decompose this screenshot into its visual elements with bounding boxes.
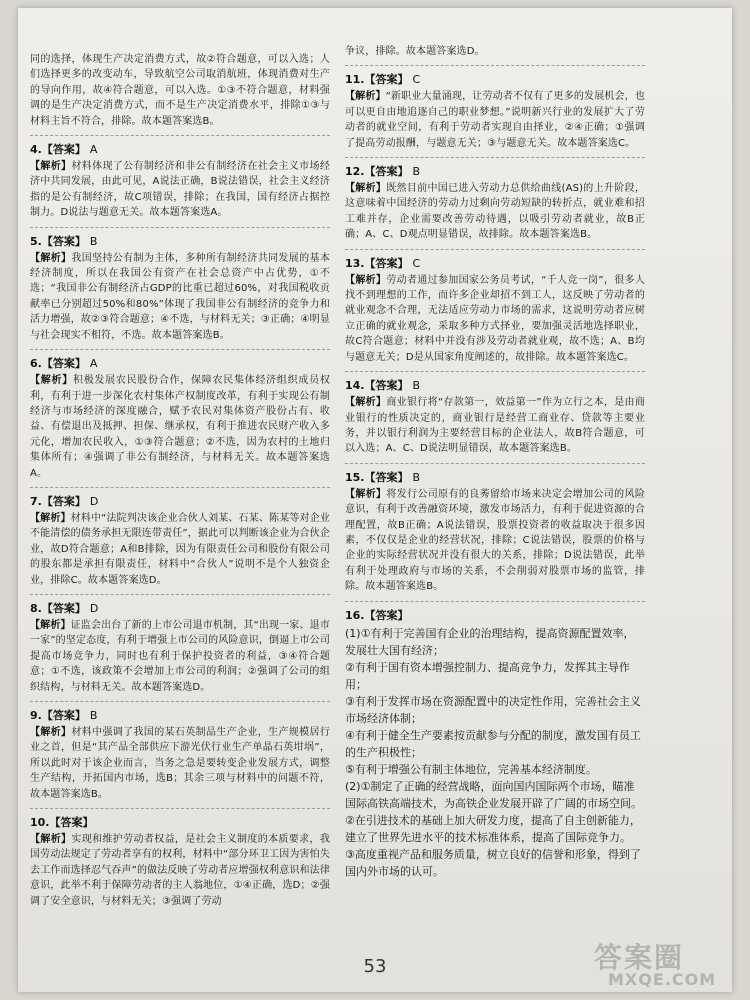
q8-number: 8. (30, 601, 42, 615)
q10-analysis: 实现和维护劳动者权益，是社会主义制度的本质要求，我国劳动法规定了劳动者享有的权利，材料中“部分环卫工因为害怕失去工作而选择忍气吞声”的做法反映了劳动者应增强权利意识和法律意识，此举不利于保障劳动者的主人翁地位，①④正确，选D；②强调了安全意识，与材料无关；③强调了劳动 (30, 834, 330, 907)
question-13 (345, 255, 645, 365)
q5-answer: B (89, 234, 98, 248)
q16-line: (1)①有利于完善国有企业的治理结构，提高资源配置效率，发展壮大国有经济； (345, 626, 635, 657)
divider (30, 487, 330, 488)
q15-answer: B (412, 470, 421, 484)
q5-analysis: 我国坚持公有制为主体，多种所有制经济共同发展的基本经济制度，所以在我国公有资产在社会总资产中占优势，①不选；“我国非公有制经济占GDP的比重已超过60%，对我国税收贡献率已分别超过50%和80%”体现了我国非公有制经济的竞争力和活力增强，故②③符合题意；④不选，与材料无关；③正确；④明显与社会现实不相符，不选。故本题答案选B。 (30, 252, 330, 341)
q5-analysis-tag: 【解析】 (30, 252, 72, 264)
divider (345, 371, 645, 372)
q7-answer-tag: 【答案】 (41, 494, 86, 508)
watermark-line2: MXQE.COM (608, 970, 717, 989)
q16-line: ⑤有利于增强公有制主体地位，完善基本经济制度。 (345, 762, 597, 776)
q14-answer: B (412, 379, 421, 393)
q9-answer-tag: 【答案】 (41, 709, 86, 722)
q4-analysis-tag: 【解析】 (30, 161, 72, 173)
divider (30, 701, 330, 702)
book-page (18, 8, 732, 992)
q14-analysis: 商业银行将“存款第一，效益第一”作为立行之本，是由商业银行的性质决定的，商业银行是经营工商业存、贷款等主要业务，并以银行利润为主要经营目标的企业法人，故B符合题意，可以入选；A、C、D说法明显错误，故本题答案选B。 (345, 397, 645, 455)
q7-answer: D (89, 494, 99, 508)
q10-continuation (345, 44, 645, 59)
page-number: 53 (363, 956, 387, 977)
q10-continuation-text: 争议，排除。故本题答案选D。 (345, 46, 485, 57)
q5-number: 5. (30, 234, 42, 248)
q15-analysis: 将发行公司原有的良莠留给市场来决定会增加公司的风险意识，有利于改善融资环境，激发市场活力，有利于促进资源的合理配置，故B正确；A说法错误，股票投资者的收益取决于很多因素，不仅仅是企业的经营状况，排除；C说法错误，股票的价格与企业的实际经营状况并没有很大的关系，排除；D说法错误，此举有利于处理政府与市场的关系，不会削弱对股票市场的监管，排除。故本题答案选B。 (345, 488, 645, 593)
q8-answer-tag: 【答案】 (41, 601, 86, 615)
q16-line: (2)①制定了正确的经营战略，面向国内国际两个市场，瞄准国际高铁高端技术，为高铁企业发展开辟了广阔的市场空间。 (345, 779, 642, 810)
divider (30, 594, 330, 595)
q6-number: 6. (30, 357, 42, 371)
q9-analysis: 材料中强调了我国的某石英制品生产企业，生产规模居行业之首，但是“其产品全部供应下游光伏行业生产单晶石英坩埚”，所以此时对于该企业而言，当务之急是要转变企业发展方式，调整生产结构，开拓国内市场，选B；其余三项与材料中的问题不符，故本题答案选B。 (30, 727, 330, 800)
question-6 (30, 355, 330, 481)
q16-number: 16. (345, 608, 365, 622)
q10-answer-tag: 【答案】 (49, 816, 94, 830)
divider (345, 463, 645, 464)
q14-answer-tag: 【答案】 (364, 379, 409, 393)
q7-analysis-tag: 【解析】 (30, 512, 71, 524)
q10-analysis-tag: 【解析】 (30, 834, 72, 846)
q4-answer: A (89, 143, 98, 157)
q16-line: ③高度重视产品和服务质量，树立良好的信誉和形象，得到了国内外市场的认可。 (345, 847, 641, 878)
q8-analysis: 证监会出台了新的上市公司退市机制，其“出现一家、退市一家”的坚定态度，有利于增强上市公司的风险意识，倒逼上市公司提高市场竞争力，同时也有利于保护投资者的利益，③④符合题意；①不选，该政策不会增加上市公司的利润；②强调了公司的组织结构，与材料无关。故本题答案选D。 (30, 619, 330, 693)
q16-line: ④有利于健全生产要素按贡献参与分配的制度，激发国有员工的生产积极性； (345, 728, 641, 759)
q12-analysis-tag: 【解析】 (345, 183, 387, 195)
q6-analysis: 积极发展农民股份合作，保障农民集体经济组织成员权利，有利于进一步深化农村集体产权制度改革，有利于实现公有制经济与市场经济的深度融合，赋予农民对集体资产股份占有、收益、有偿退出及抵押、担保、继承权，有利于推进农民财产收入多元化，增加农民收入，①③符合题意；②不选，因为农村的土地归集体所有；④强调了非公有制经济，与材料无关。故本题答案选A。 (30, 375, 330, 479)
divider (345, 249, 645, 250)
divider (30, 227, 330, 228)
left-column (30, 8, 330, 909)
q15-number: 15. (345, 470, 365, 484)
q14-analysis-tag: 【解析】 (345, 397, 387, 409)
question-12 (345, 163, 645, 243)
q14-number: 14. (345, 379, 365, 393)
q11-answer: C (412, 73, 421, 87)
q12-number: 12. (345, 165, 365, 179)
divider (345, 157, 645, 158)
q9-answer: B (89, 709, 98, 722)
watermark-logo (594, 936, 722, 992)
q12-analysis: 既然目前中国已进入劳动力总供给曲线(AS)的上升阶段，这意味着中国经济的劳动力过剩向劳动短缺的转折点，就业难和招工难并存，企业需要改善劳动待遇，以吸引劳动者就业，故B正确；A、C、D观点明显错误，故排除。故本题答案选B。 (345, 183, 645, 241)
q15-analysis-tag: 【解析】 (345, 488, 387, 500)
q12-answer: B (412, 165, 421, 179)
divider (30, 349, 330, 350)
q15-answer-tag: 【答案】 (364, 470, 409, 484)
question-8 (30, 600, 330, 695)
question-11 (345, 71, 645, 151)
q11-number: 11. (345, 73, 365, 87)
q4-number: 4. (30, 143, 42, 157)
q3-continuation (30, 52, 330, 129)
q7-number: 7. (30, 494, 42, 508)
q7-analysis: 材料中“法院判决该企业合伙人刘某、石某、陈某等对企业不能清偿的债务承担无限连带责任”，据此可以判断该企业为合伙企业，故D符合题意；A和B排除，因为有限责任公司和股份有限公司的股东都是承担有限责任，材料中“合伙人”说明不是个人独资企业，排除C。故本题答案选D。 (30, 512, 330, 586)
question-16 (345, 607, 645, 880)
right-column (345, 8, 645, 880)
q12-answer-tag: 【答案】 (364, 165, 409, 179)
q6-answer: A (89, 357, 98, 371)
q4-answer-tag: 【答案】 (41, 143, 86, 157)
q10-number: 10. (30, 816, 50, 830)
q16-line: ②在引进技术的基础上加大研发力度，提高了自主创新能力，建立了世界先进水平的技术标准体系，提高了国际竞争力。 (345, 813, 641, 844)
question-14 (345, 377, 645, 457)
q13-analysis: 劳动者通过参加国家公务员考试，“千人竞一岗”，很多人找不到理想的工作，而许多企业却招不到工人，这反映了劳动者的就业观念不合理，无法适应劳动力市场的需求，这说明劳动者应树立正确的就业观念，采取多种方式择业，要加强灵活地选择职业，故C符合题意；材料中并没有涉及劳动者就业观，故不选；A、B均与题意无关；D是从国家角度阐述的，故排除。故本题答案选C。 (345, 274, 645, 363)
q13-answer: C (412, 256, 421, 270)
q16-line: ③有利于发挥市场在资源配置中的决定性作用，完善社会主义市场经济体制； (345, 694, 641, 725)
q13-answer-tag: 【答案】 (364, 256, 409, 270)
question-7 (30, 493, 330, 588)
q5-answer-tag: 【答案】 (41, 234, 86, 248)
q13-analysis-tag: 【解析】 (345, 274, 387, 286)
divider (30, 135, 330, 136)
q16-answer-tag: 【答案】 (364, 608, 409, 622)
q11-analysis: “新职业大量涌现，让劳动者不仅有了更多的发展机会，也可以更自由地追逐自己的职业梦想。”说明新兴行业的发展扩大了劳动者的就业空间，有利于劳动者实现自由择业，②④正确；①强调了提高劳动报酬，与题意无关；③与题意无关。故本题答案选C。 (345, 91, 645, 149)
question-9 (30, 707, 330, 802)
q4-analysis: 材料体现了公有制经济和非公有制经济在社会主义市场经济中共同发展，由此可见，A说法正确，B说法错误，社会主义经济指的是公有制经济，故C项错误，排除；在我国，国有经济占据控制力。D说法与题意无关。故本题答案选A。 (30, 161, 330, 219)
q9-number: 9. (30, 709, 42, 722)
q8-analysis-tag: 【解析】 (30, 619, 71, 631)
question-4 (30, 141, 330, 221)
q16-line: ②有利于国有资本增强控制力、提高竞争力，发挥其主导作用； (345, 660, 630, 691)
q9-analysis-tag: 【解析】 (30, 727, 72, 738)
divider (30, 808, 330, 809)
watermark-line1: 答案圈 (594, 941, 685, 974)
question-15 (345, 469, 645, 595)
q13-number: 13. (345, 256, 365, 270)
divider (345, 65, 645, 66)
q11-answer-tag: 【答案】 (364, 73, 409, 87)
q3-text: 同的选择，体现生产决定消费方式，故②符合题意，可以入选；人们选择更多的改变动车，导致航空公司取消航班，体现消费对生产的导向作用，故④符合题意，可以入选。①③不符合题意，材料强调的是生产决定消费方式，而不是生产决定消费水平，排除①③与材料主旨不符合，排除。故本题答案选B。 (30, 54, 330, 127)
q6-analysis-tag: 【解析】 (30, 375, 73, 387)
q8-answer: D (89, 601, 99, 615)
divider (345, 601, 645, 602)
q11-analysis-tag: 【解析】 (345, 91, 386, 103)
question-5 (30, 233, 330, 343)
q6-answer-tag: 【答案】 (41, 357, 86, 371)
question-10 (30, 814, 330, 909)
